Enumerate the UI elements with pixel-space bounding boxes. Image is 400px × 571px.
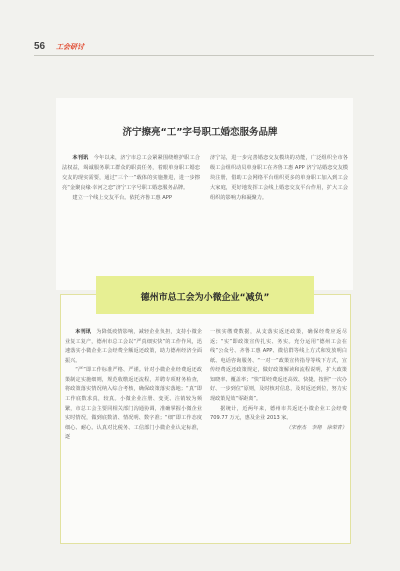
article1-column-left [62,154,200,203]
article2-paragraph: 一核实缴费数据，从支落实返还政策，确保经费应返尽返；“实”即政策宣传扎实、务实。充分运用“德州工会在线”公众号、齐鲁工惠 APP、微信群等线上方式和发放明白纸、电话咨询服务、“一对一”政策宣传指导等线下方式，宣传经费返还政策规定，做好政策解读和流程说明，扩大政策知晓率、覆盖率；“快”即经费返还高效、快捷。按照“一次办好、一步到位”原则，及时核对信息，及时返还到位，努力实现政策见效“零距离”。 [210,329,347,402]
article2-byline: 本刊讯 [75,329,92,335]
section-tag: 工会研讨 [56,43,84,51]
header-divider [34,55,374,56]
article1-byline: 本刊讯 [72,155,89,161]
article2-headline: 德州市总工会为小微企业“减负” [140,293,270,303]
article1-paragraph: 济宁站，进一步完善婚恋交友模块的功能，广泛组织全市各级工会组织动员单身职工在齐鲁工惠 APP 济宁站婚恋交友模块注册，借助工会网络平台组织更多的单身职工加入到工会大家庭，更好地发挥工会线上婚恋交友平台作用，扩大工会组织的影响力和凝聚力。 [210,155,348,201]
article2-signature: （宋春杰 李翔 徐荣青） [285,424,347,431]
article2-body [65,328,347,443]
article2-paragraph [65,328,202,366]
article2-text: 为降低疫情影响，减轻企业负担，支持小微企业复工复产，德州市总工会以“严真细实快”的工作作风，迅速落实小微企业工会经费全额返还政策，助力德州经济全面振兴。 [65,329,202,364]
article2-column-right [210,328,347,443]
article1-headline: 济宁擦亮“工”字号职工婚恋服务品牌 [122,127,278,138]
article1-paragraph: 建立一个线上交友平台。依托齐鲁工惠 APP [72,194,173,201]
article1-body [62,154,348,203]
page-number: 56 [34,41,46,52]
article1-paragraph [62,154,200,194]
article1-column-right [210,154,348,203]
article2-paragraph: “严”即工作标准严格、严谨。针对小微企业经费返还政策制定实施细则，规范收缴返还流程，并聘专项财务检查，将政策落实情况纳入综合考核，确保政策落实落地；“真”即工作底数求真，较真。小微企业注册、变更、注销较为频繁，市总工会主要同相关部门沟通协调，准确掌握小微企业实时情况，做到底数清、情况明、数字准；“细”即工作态度细心、耐心。认真对比税务、工信部门小微企业认定标准，逐 [65,367,202,441]
article1-text: 今年以来，济宁市总工会紧紧围绕维护职工合法权益，竭诚服务职工群众的职责任务，着眼单身职工婚恋交友的现实需要，通过“三个一”载体的实施推进，进一步擦亮“金聚良缘·幸河之恋”济宁工字号职工婚恋服务品牌。 [62,155,200,191]
article2-column-left [65,328,202,443]
article2-paragraph: 据统计，近两年来，德州市共返还小微企业工会经费 709.77 万元，惠及企业 2013 家。 [210,405,347,422]
